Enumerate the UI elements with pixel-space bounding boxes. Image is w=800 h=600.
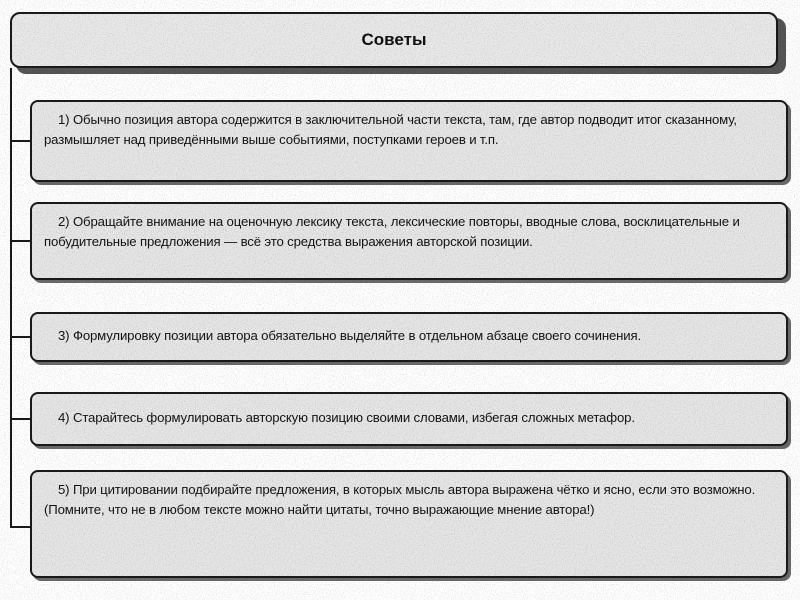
tip-box-2 — [30, 202, 788, 280]
tip-text-2: 2) Обращайте внимание на оценочную лексику текста, лексические повторы, вводные слова, восклицательные и побудительные предложения — всё это средства выражения авторской позиции. — [44, 214, 740, 249]
connector-tick-2 — [10, 240, 32, 242]
tip-text-4: 4) Старайтесь формулировать авторскую позицию своими словами, избегая сложных метафор. — [58, 410, 635, 425]
tip-text-3: 3) Формулировку позиции автора обязательно выделяйте в отдельном абзаце своего сочинения. — [58, 328, 642, 343]
tip-text-1: 1) Обычно позиция автора содержится в заключительной части текста, там, где автор подводит итог сказанному, размышляет над приведёнными выше событиями, поступками героев и т.п. — [44, 112, 737, 147]
connector-tick-4 — [10, 418, 32, 420]
tip-box-1 — [30, 100, 788, 182]
page-title: Советы — [361, 30, 427, 49]
tip-box-3 — [30, 312, 788, 362]
tip-box-4 — [30, 392, 788, 446]
connector-line — [10, 68, 12, 528]
connector-tick-5 — [10, 526, 32, 528]
tip-box-5 — [30, 470, 788, 578]
connector-tick-3 — [10, 336, 32, 338]
connector-tick-1 — [10, 140, 32, 142]
title-box — [10, 12, 778, 68]
tip-text-5: 5) При цитировании подбирайте предложения, в которых мысль автора выражена чётко и ясно, если это возможно. (Помните, что не в любом тексте можно найти цитаты, точно выражающие мнение автора!) — [44, 482, 756, 517]
